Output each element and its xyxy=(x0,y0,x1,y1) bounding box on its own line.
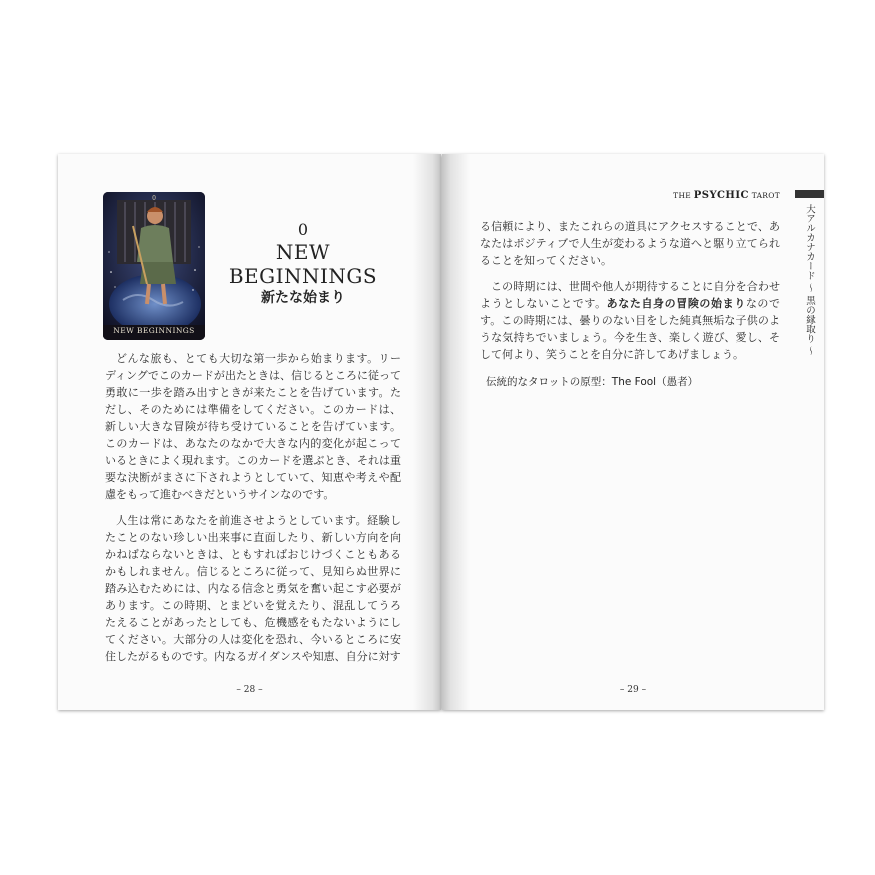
left-body-text xyxy=(105,350,401,665)
page-number: – 29 – xyxy=(619,685,647,695)
right-body-text xyxy=(480,218,780,363)
card-title-english: NEW BEGINNINGS xyxy=(228,240,378,288)
gutter-shadow xyxy=(413,154,441,710)
left-page xyxy=(58,154,441,710)
open-book xyxy=(58,154,824,710)
card-illustration xyxy=(103,192,205,340)
section-side-tab: 大アルカナカード ～ 黒の縁取り ～ xyxy=(804,204,815,356)
page-number: – 28 – xyxy=(236,685,263,695)
paragraph-text: なのです。この時期には、曇りのない目をした純真無垢な子供のような気持ちでいましょう。今を生き、楽しく遊び、愛し、そして何より、笑うことを自分に許してあげましょう。 xyxy=(480,297,781,361)
paragraph-text: この時期には、世間や他人が期待することに自分を合わせようとしないことです。 xyxy=(480,280,780,310)
paragraph xyxy=(480,278,780,363)
right-page xyxy=(442,154,824,710)
paragraph: る信頼により、またこれらの道具にアクセスすることで、あなたはポジティブで人生が変わるような道へと駆り立てられることを知ってください。 xyxy=(480,220,780,267)
header-brand: PSYCHIC xyxy=(693,190,749,201)
header-prefix: THE xyxy=(673,191,692,200)
running-header xyxy=(673,190,780,201)
paragraph: 人生は常にあなたを前進させようとしています。経験したことのない珍しい出来事に直面したり、新しい方向を向かねばならないときは、ともすればおじけづくこともあるかもしれません。信じるところに従って、見知らぬ世界に踏み込むためには、内なる信念と勇気を奮い起こす必要があります。この時期、とまどいを覚えたり、混乱してうろたえることがあったとしても、危機感をもたないようにしてください。大部分の人は変化を恐れ、今いるところに安住したがるものです。内なるガイダンスや知恵、自分に対す xyxy=(105,514,401,663)
card-title-number: 0 xyxy=(297,220,309,239)
section-tab-bar xyxy=(795,190,824,198)
card-label: NEW BEGINNINGS xyxy=(113,326,195,335)
gutter-shadow xyxy=(442,154,470,710)
tarot-card-image xyxy=(103,192,205,340)
card-title-block xyxy=(223,220,383,308)
traditional-archetype: 伝統的なタロットの原型：The Fool（愚者） xyxy=(486,376,699,388)
header-suffix: TAROT xyxy=(751,191,780,200)
paragraph: どんな旅も、とても大切な第一歩から始まります。リーディングでこのカードが出たときは、信じるところに従って勇敢に一歩を踏み出すときが来たことを告げています。ただし、そのためには準備をしてください。このカードは、新しい大きな冒険が待ち受けていることを告げています。このカードは、あなたのなかで大きな内的変化が起こっているときによく現れます。このカードを選ぶとき、それは重要な決断がまさに下されようとしていて、知恵や考えや配慮をもって進むべきだというサインなのです。 xyxy=(105,352,401,501)
card-number: 0 xyxy=(152,195,156,202)
emphasis-text: あなた自身の冒険の始まり xyxy=(606,297,746,310)
card-title-japanese: 新たな始まり xyxy=(261,290,345,306)
